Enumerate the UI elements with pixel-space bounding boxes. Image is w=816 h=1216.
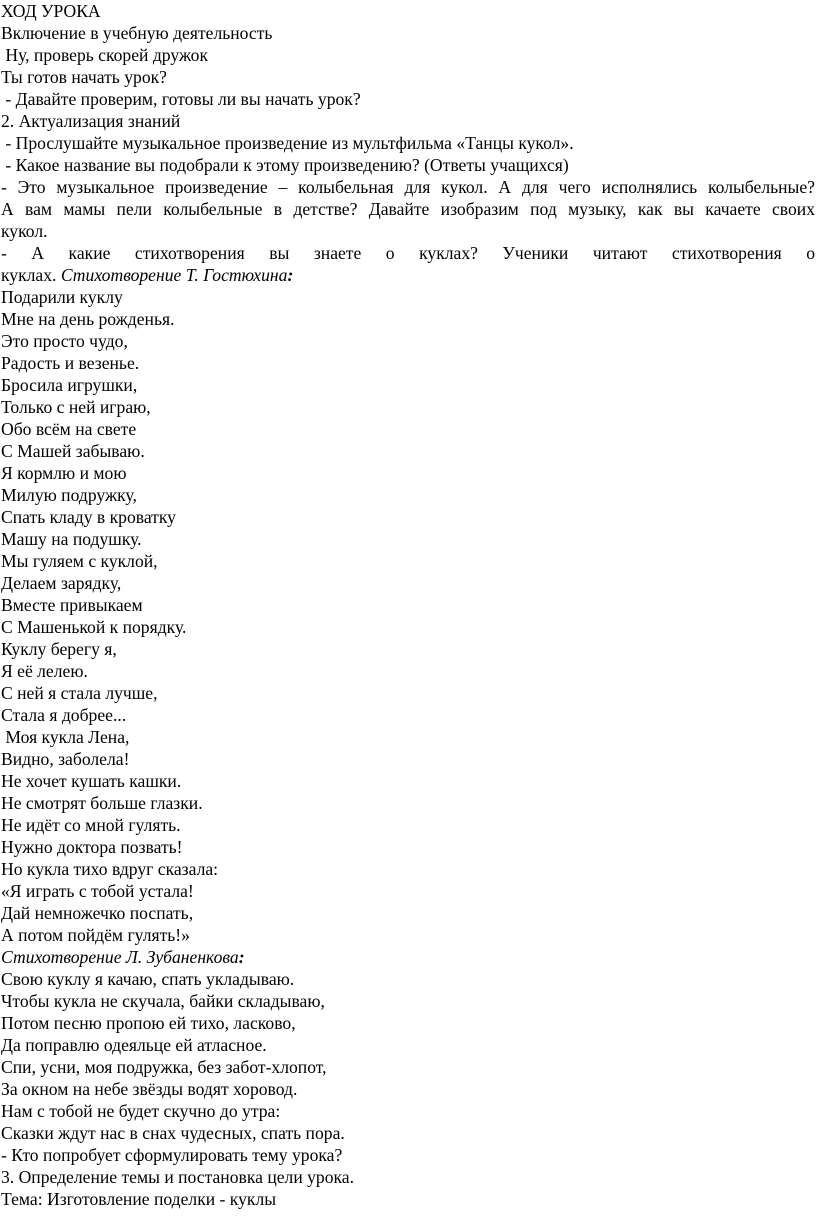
poem2-line: Спи, усни, моя подружка, без забот-хлопот, <box>1 1057 327 1077</box>
text-line: - Давайте проверим, готовы ли вы начать урок? <box>1 89 361 109</box>
poem2-line: Да поправлю одеяльце ей атласное. <box>1 1035 267 1055</box>
section-topic-definition: 3. Определение темы и постановка цели урока. <box>1 1167 355 1187</box>
text-line: Ну, проверь скорей дружок <box>1 45 209 65</box>
poem1-line: Радость и везенье. <box>1 353 140 373</box>
poem1-line: Спать кладу в кроватку <box>1 507 176 527</box>
poem1-line: Не смотрят больше глазки. <box>1 793 203 813</box>
poem1-line: Это просто чудо, <box>1 331 128 351</box>
poem1-line: С ней я стала лучше, <box>1 683 158 703</box>
poem1-line: Дай немножечко поспать, <box>1 903 194 923</box>
poem1-line: Обо всём на свете <box>1 419 137 439</box>
text-line: - Это музыкальное произведение – колыбельная для кукол. А для чего исполнялись колыбельные? <box>1 177 815 197</box>
poem1-line: «Я играть с тобой устала! <box>1 881 194 901</box>
poem1-line: Моя кукла Лена, <box>1 727 130 747</box>
poem1-line: Подарили куклу <box>1 287 123 307</box>
poem1-intro-line <box>1 264 293 286</box>
text-line: - Какое название вы подобрали к этому произведению? (Ответы учащихся) <box>1 155 569 175</box>
poem1-line: С Машей забываю. <box>1 441 145 461</box>
text-fragment: куклах. <box>1 265 61 285</box>
poem2-title-line <box>1 946 245 968</box>
text-line: - А какие стихотворения вы знаете о куклах? Ученики читают стихотворения о <box>1 243 815 263</box>
text-line: кукол. <box>1 221 48 241</box>
poem1-line: Не хочет кушать кашки. <box>1 771 182 791</box>
poem1-line: Я кормлю и мою <box>1 463 127 483</box>
poem1-title-colon: : <box>287 265 294 285</box>
text-line: - Прослушайте музыкальное произведение из мультфильма «Танцы кукол». <box>1 133 574 153</box>
topic-line: Тема: Изготовление поделки - куклы <box>1 1189 277 1209</box>
poem2-title-colon: : <box>238 947 245 967</box>
poem1-line: Делаем зарядку, <box>1 573 122 593</box>
poem2-line: Сказки ждут нас в снах чудесных, спать пора. <box>1 1123 345 1143</box>
poem1-line: Милую подружку, <box>1 485 137 505</box>
poem1-line: Не идёт со мной гулять. <box>1 815 181 835</box>
poem1-line: Видно, заболела! <box>1 749 130 769</box>
poem2-line: Чтобы кукла не скучала, байки складываю, <box>1 991 325 1011</box>
poem1-line: Но кукла тихо вдруг сказала: <box>1 859 219 879</box>
poem1-line: Я её лелею. <box>1 661 88 681</box>
poem1-line: Стала я добрее... <box>1 705 127 725</box>
poem1-line: Мне на день рожденья. <box>1 309 175 329</box>
poem2-line: Потом песню пропою ей тихо, ласково, <box>1 1013 296 1033</box>
poem1-line: С Машенькой к порядку. <box>1 617 187 637</box>
text-line: Ты готов начать урок? <box>1 67 167 87</box>
poem1-line: Бросила игрушки, <box>1 375 138 395</box>
poem1-line: Машу на подушку. <box>1 529 142 549</box>
poem2-line: Нам с тобой не будет скучно до утра: <box>1 1101 281 1121</box>
poem1-line: Только с ней играю, <box>1 397 151 417</box>
poem2-line: За окном на небе звёзды водят хоровод. <box>1 1079 298 1099</box>
poem1-line: А потом пойдём гулять!» <box>1 925 190 945</box>
poem2-line: Свою куклу я качаю, спать укладываю. <box>1 969 295 989</box>
section-actualization: 2. Актуализация знаний <box>1 111 181 131</box>
poem1-line: Вместе привыкаем <box>1 595 143 615</box>
poem1-line: Куклу берегу я, <box>1 639 117 659</box>
question-line: - Кто попробует сформулировать тему урока? <box>1 1145 343 1165</box>
poem1-line: Нужно доктора позвать! <box>1 837 183 857</box>
poem2-title: Стихотворение Л. Зубаненкова <box>1 947 239 967</box>
text-line: А вам мамы пели колыбельные в детстве? Давайте изобразим под музыку, как вы качаете своих <box>1 199 815 219</box>
section-inclusion: Включение в учебную деятельность <box>1 23 273 43</box>
lesson-heading: ХОД УРОКА <box>1 1 101 21</box>
poem1-line: Мы гуляем с куклой, <box>1 551 158 571</box>
poem1-title: Стихотворение Т. Гостюхина <box>60 265 288 285</box>
